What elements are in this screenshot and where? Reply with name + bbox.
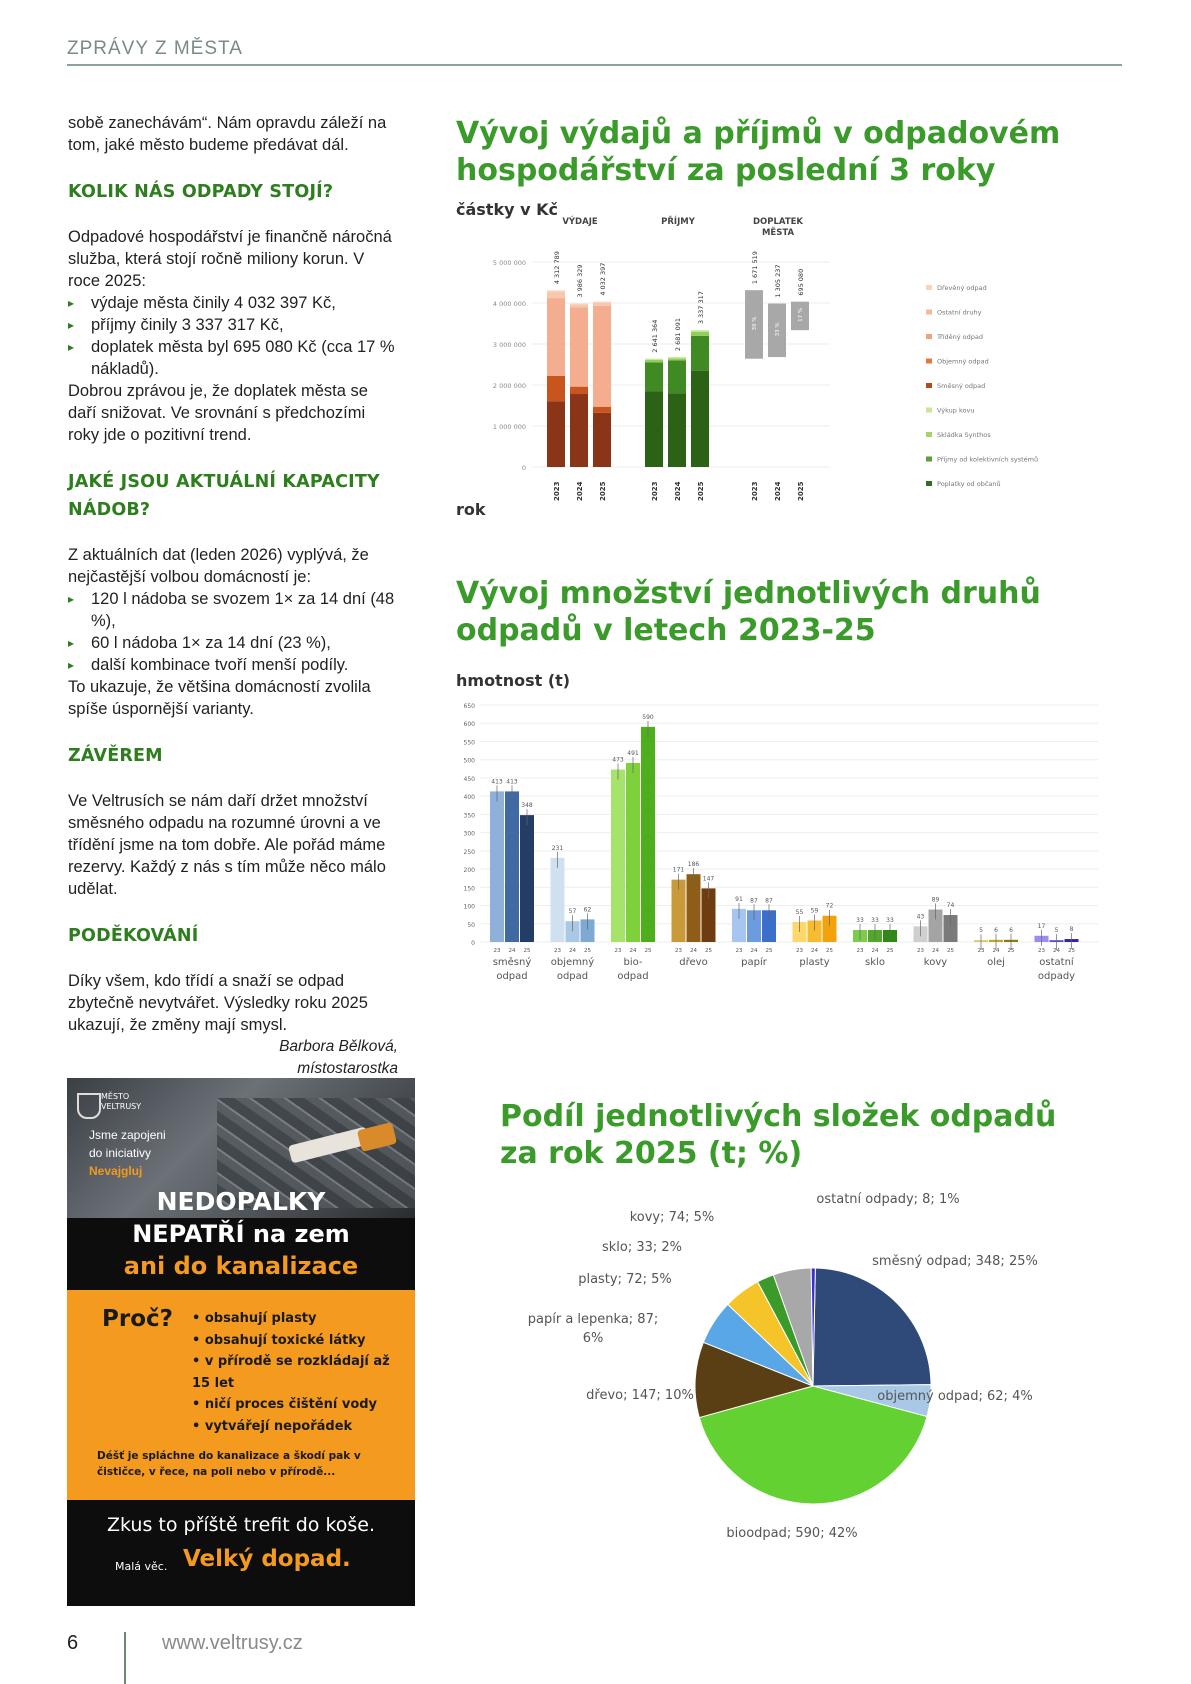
chart1-expense-segment bbox=[547, 401, 565, 467]
chart1-income-segment bbox=[645, 362, 663, 391]
chart1-legend-label: Objemný odpad bbox=[937, 357, 989, 366]
chart2-bar bbox=[626, 763, 640, 942]
chart2-value-label: 91 bbox=[735, 895, 743, 903]
list-capacity bbox=[68, 588, 398, 676]
chart2-value-label: 33 bbox=[886, 916, 894, 924]
chart1-legend-label: Ostatní druhy bbox=[937, 308, 982, 317]
chart2-category-label: kovy bbox=[923, 957, 948, 968]
poster-brand: Nevajgluj bbox=[89, 1164, 143, 1178]
city-crest-icon bbox=[77, 1093, 101, 1119]
chart2-ytick: 550 bbox=[463, 739, 475, 747]
footer-divider bbox=[124, 1632, 126, 1684]
author-name: Barbora Bělková, bbox=[279, 1038, 398, 1055]
chart1-xtick: 2025 bbox=[797, 481, 805, 501]
chart2-value-label: 87 bbox=[765, 897, 773, 905]
chart2-title: Vývoj množství jednotlivých druhů odpadů v letech 2023-25 bbox=[456, 576, 1041, 648]
chart2-ytick: 400 bbox=[463, 794, 475, 802]
chart3-title: Podíl jednotlivých složek odpadů za rok 2025 (t; %) bbox=[500, 1099, 1057, 1171]
chart2-subtick: 24 bbox=[1053, 948, 1060, 954]
chart1-total-label: 1 305 237 bbox=[774, 264, 782, 298]
chart1-income-segment bbox=[668, 358, 686, 360]
chart3-slice-label: bioodpad; 590; 42% bbox=[726, 1526, 858, 1541]
chart2-subtick: 23 bbox=[856, 948, 864, 954]
chart2-subtick: 23 bbox=[977, 948, 985, 954]
chart2-subtick: 24 bbox=[508, 948, 516, 954]
chart1-income-segment bbox=[691, 336, 709, 371]
chart3-slice-label: dřevo; 147; 10% bbox=[586, 1388, 694, 1403]
chart2-subtick: 24 bbox=[871, 948, 879, 954]
chart2-subtick: 23 bbox=[796, 948, 803, 954]
poster-reason: • vytvářejí nepořádek bbox=[192, 1418, 353, 1434]
chart1-legend-swatch bbox=[926, 408, 932, 413]
chart1-expense-segment bbox=[593, 302, 611, 303]
chart1-ytick: 2 000 000 bbox=[492, 382, 526, 390]
chart1-pct-label: 33 % bbox=[775, 322, 781, 337]
chart1-group-label: VÝDAJE bbox=[562, 217, 598, 227]
heading-thanks: PODĚKOVÁNÍ bbox=[68, 926, 199, 946]
chart2-ytick: 50 bbox=[467, 921, 475, 929]
chart1-total-label: 3 986 329 bbox=[576, 264, 584, 298]
chart1-expense-segment bbox=[547, 290, 565, 291]
chart2-category-label: bio- bbox=[623, 957, 643, 968]
chart2-subtick: 24 bbox=[569, 948, 576, 954]
chart2-value-label: 5 bbox=[979, 927, 983, 935]
chart3-slice-label: 6% bbox=[582, 1331, 604, 1346]
poster-title2: NEPATŘÍ na zem bbox=[132, 1220, 350, 1248]
list-costs bbox=[68, 292, 398, 380]
chart2-value-label: 33 bbox=[871, 916, 879, 924]
chart2-value-label: 231 bbox=[551, 844, 564, 852]
page-number: 6 bbox=[67, 1632, 79, 1654]
chart1-expense-segment bbox=[593, 407, 611, 413]
chart1-pct-label: 17 % bbox=[798, 307, 804, 322]
chart3-slice bbox=[813, 1268, 931, 1386]
chart1-legend-label: Příjmy od kolektivních systémů bbox=[937, 455, 1039, 464]
chart2-value-label: 171 bbox=[672, 866, 685, 874]
chart1-income-segment bbox=[668, 393, 686, 467]
paragraph-trend: Dobrou zprávou je, že doplatek města se daří snižovat. Ve srovnání s předchozími roky jde o pozitivní trend. bbox=[68, 382, 368, 444]
chart2-ytick: 100 bbox=[463, 903, 475, 911]
intro-paragraph: sobě zanechávám“. Nám opravdu záleží na tom, jaké město budeme předávat dál. bbox=[68, 114, 387, 154]
chart2-bar bbox=[505, 791, 519, 942]
list-item: ▸ příjmy činily 3 337 317 Kč, bbox=[68, 314, 398, 336]
chart1-total-label: 2 641 364 bbox=[651, 319, 659, 353]
chart1-legend-label: Skládka Synthos bbox=[937, 431, 991, 439]
chart1-legend-swatch bbox=[926, 310, 932, 315]
chart1-legend-swatch bbox=[926, 457, 932, 462]
chart2-category-label: olej bbox=[987, 957, 1005, 968]
chart1-income-segment bbox=[691, 332, 709, 336]
poster-slogan: Zkus to příště trefit do koše. bbox=[106, 1514, 376, 1536]
chart2-ylabel: hmotnost (t) bbox=[456, 671, 571, 690]
chart3-slice-label: ostatní odpady; 8; 1% bbox=[816, 1192, 960, 1207]
chart1-ytick: 0 bbox=[521, 464, 526, 472]
chart1-group-label: MĚSTA bbox=[761, 228, 795, 238]
poster-reasons bbox=[192, 1308, 407, 1437]
chart2-subtick: 23 bbox=[735, 948, 743, 954]
chart3-slice-label: kovy; 74; 5% bbox=[629, 1210, 715, 1225]
chart1-expense-segment bbox=[593, 413, 611, 467]
chart1-legend-label: Výkup kovu bbox=[937, 406, 975, 415]
article-column bbox=[68, 112, 398, 1080]
chart2-category-label: dřevo bbox=[679, 957, 708, 968]
chart2-value-label: 348 bbox=[521, 802, 533, 810]
poster-reason: • v přírodě se rozkládají až 15 let bbox=[192, 1354, 390, 1391]
poster-line2: do iniciativy bbox=[89, 1146, 152, 1160]
chart2-value-label: 57 bbox=[568, 908, 577, 916]
chart2-subtick: 23 bbox=[493, 948, 501, 954]
chart1-xtick: 2023 bbox=[651, 481, 659, 501]
chart2-value-label: 17 bbox=[1037, 922, 1046, 930]
chart1-total-label: 4 032 397 bbox=[599, 262, 607, 296]
chart2-value-label: 590 bbox=[642, 713, 654, 721]
author-role: místostarostka bbox=[297, 1060, 398, 1077]
chart1-expense-segment bbox=[547, 292, 565, 299]
chart1-expense-segment bbox=[593, 302, 611, 306]
chart2-value-label: 87 bbox=[750, 897, 758, 905]
chart2-subtick: 23 bbox=[614, 948, 622, 954]
chart1-xtick: 2025 bbox=[599, 481, 607, 501]
chart2-subtick: 25 bbox=[644, 948, 652, 954]
chart1-pct-label: 39 % bbox=[752, 316, 758, 331]
chart1-income-segment bbox=[691, 371, 709, 467]
header-divider bbox=[67, 64, 1122, 66]
chart2-category-label: odpad bbox=[556, 971, 589, 982]
chart1-legend-swatch bbox=[926, 383, 932, 388]
chart2-subtick: 23 bbox=[1038, 948, 1045, 954]
chart1-income-segment bbox=[645, 359, 663, 360]
chart2-value-label: 89 bbox=[931, 896, 940, 904]
chart1-expense-segment bbox=[570, 308, 588, 387]
chart2-bar bbox=[551, 858, 565, 942]
chart3-slice-label: objemný odpad; 62; 4% bbox=[877, 1389, 1033, 1404]
paragraph-households: To ukazuje, že většina domácností zvolila spíše úspornější varianty. bbox=[68, 678, 371, 718]
section-header: ZPRÁVY Z MĚSTA bbox=[67, 38, 243, 59]
chart1-legend-label: Dřevěný odpad bbox=[937, 284, 987, 292]
chart2-value-label: 413 bbox=[506, 778, 518, 786]
chart1-xtick: 2024 bbox=[674, 481, 682, 501]
poster-note: Déšť je spláchne do kanalizace a škodí pak v čističce, v řece, na poli nebo v přírodě... bbox=[97, 1450, 361, 1478]
paragraph-capacity: Z aktuálních dat (leden 2026) vyplývá, že nejčastější volbou domácností je: bbox=[68, 546, 369, 586]
heading-conclusion: ZÁVĚREM bbox=[68, 746, 163, 766]
chart1-ytick: 4 000 000 bbox=[492, 300, 526, 308]
chart2-category-label: ostatní bbox=[1039, 957, 1074, 968]
chart2-ytick: 150 bbox=[463, 885, 475, 893]
chart2-ytick: 300 bbox=[463, 830, 475, 838]
chart2-category-label: sklo bbox=[865, 957, 885, 968]
poster-title3: ani do kanalizace bbox=[123, 1252, 359, 1280]
chart1-legend-label: Tříděný odpad bbox=[937, 333, 983, 341]
chart1-xtick: 2023 bbox=[553, 481, 561, 501]
chart1-expense-segment bbox=[547, 298, 565, 376]
list-item: ▸ další kombinace tvoří menší podíly. bbox=[68, 654, 398, 676]
chart1-ytick: 3 000 000 bbox=[492, 341, 526, 349]
paragraph-thanks: Díky všem, kdo třídí a snaží se odpad zbytečně nevytvářet. Výsledky roku 2025 ukazují, že změny mají smysl. bbox=[68, 972, 368, 1034]
chart1-ytick: 1 000 000 bbox=[492, 423, 526, 431]
chart1-total-label: 2 681 091 bbox=[674, 317, 682, 352]
chart1-expense-segment bbox=[593, 306, 611, 407]
chart2-subtick: 25 bbox=[705, 948, 712, 954]
chart1-total-label: 695 080 bbox=[797, 268, 805, 296]
chart1-ytick: 5 000 000 bbox=[492, 259, 526, 267]
poster-small: Malá věc. bbox=[115, 1560, 168, 1573]
chart2-bar bbox=[641, 727, 655, 942]
chart1-expense-segment bbox=[570, 387, 588, 394]
chart3-slice-label: papír a lepenka; 87; bbox=[527, 1312, 659, 1327]
chart1-expense-segment bbox=[570, 304, 588, 307]
chart2-subtick: 25 bbox=[584, 948, 591, 954]
poster-reason: • obsahují toxické látky bbox=[192, 1332, 366, 1348]
nevajgluj-poster bbox=[67, 1078, 415, 1606]
chart1-total-label: 4 312 789 bbox=[553, 251, 561, 285]
chart2-value-label: 74 bbox=[946, 902, 955, 910]
chart2-subtick: 25 bbox=[765, 948, 773, 954]
chart2-value-label: 186 bbox=[687, 861, 700, 869]
poster-big: Velký dopad. bbox=[183, 1546, 351, 1572]
poster-why: Proč? bbox=[102, 1306, 173, 1332]
chart2-subtick: 24 bbox=[690, 948, 697, 954]
chart2-category-label: plasty bbox=[799, 957, 830, 968]
chart1-legend-swatch bbox=[926, 432, 932, 437]
chart2-category-label: odpad bbox=[496, 971, 528, 982]
chart1-expense-segment bbox=[570, 304, 588, 305]
chart2-value-label: 5 bbox=[1054, 927, 1059, 935]
chart2-value-label: 147 bbox=[702, 875, 715, 883]
chart2-subtick: 25 bbox=[1068, 948, 1075, 954]
chart1-legend-swatch bbox=[926, 334, 932, 339]
list-item: ▸ doplatek města byl 695 080 Kč (cca 17 % nákladů). bbox=[68, 336, 398, 380]
chart2-ytick: 500 bbox=[463, 757, 475, 765]
chart2-subtick: 23 bbox=[917, 948, 924, 954]
chart1-finance bbox=[490, 210, 1110, 530]
chart2-value-label: 55 bbox=[795, 908, 804, 916]
chart2-bar bbox=[520, 815, 534, 942]
chart3-slice-label: sklo; 33; 2% bbox=[601, 1240, 683, 1255]
chart2-category-label: papír bbox=[741, 957, 767, 968]
chart2-category-label: odpad bbox=[617, 971, 649, 982]
chart1-legend-swatch bbox=[926, 481, 932, 486]
heading-capacity: JAKÉ JSOU AKTUÁLNÍ KAPACITY NÁDOB? bbox=[68, 472, 380, 520]
paragraph-costs: Odpadové hospodářství je finančně náročná služba, která stojí ročně miliony korun. V roce 2025: bbox=[68, 228, 392, 290]
chart1-expense-segment bbox=[570, 394, 588, 467]
chart2-value-label: 8 bbox=[1069, 926, 1074, 934]
chart3-pie bbox=[500, 1185, 1120, 1565]
footer-url[interactable]: www.veltrusy.cz bbox=[162, 1632, 303, 1654]
chart2-subtick: 24 bbox=[932, 948, 939, 954]
chart2-subtick: 24 bbox=[811, 948, 818, 954]
chart1-legend-label: Směsný odpad bbox=[937, 382, 986, 390]
poster-reason: • ničí proces čištění vody bbox=[192, 1397, 378, 1412]
chart2-value-label: 473 bbox=[612, 756, 624, 764]
chart3-slice-label: plasty; 72; 5% bbox=[578, 1272, 672, 1287]
chart1-income-segment bbox=[668, 357, 686, 358]
chart2-ytick: 250 bbox=[463, 848, 475, 856]
chart2-subtick: 23 bbox=[554, 948, 561, 954]
chart1-expense-segment bbox=[547, 376, 565, 401]
chart2-value-label: 59 bbox=[810, 907, 819, 915]
chart2-value-label: 43 bbox=[916, 913, 925, 921]
chart1-xtick: 2025 bbox=[697, 481, 705, 501]
chart1-legend-swatch bbox=[926, 359, 932, 364]
chart2-value-label: 72 bbox=[825, 902, 834, 910]
chart1-xlabel: rok bbox=[456, 500, 486, 519]
chart2-subtick: 25 bbox=[1007, 948, 1015, 954]
chart1-xtick: 2024 bbox=[576, 481, 584, 501]
list-item: ▸ 60 l nádoba 1× za 14 dní (23 %), bbox=[68, 632, 398, 654]
chart2-ytick: 350 bbox=[463, 812, 475, 820]
chart2-subtick: 23 bbox=[675, 948, 682, 954]
chart1-xtick: 2024 bbox=[774, 481, 782, 501]
chart2-subtick: 25 bbox=[826, 948, 833, 954]
chart2-bar bbox=[611, 770, 625, 942]
chart2-value-label: 491 bbox=[627, 749, 639, 757]
chart2-value-label: 6 bbox=[1009, 926, 1013, 934]
chart1-xtick: 2023 bbox=[751, 481, 759, 501]
chart2-ytick: 200 bbox=[463, 867, 475, 875]
heading-costs: KOLIK NÁS ODPADY STOJÍ? bbox=[68, 182, 334, 202]
chart2-value-label: 413 bbox=[491, 778, 503, 786]
chart2-ytick: 450 bbox=[463, 775, 475, 783]
chart2-subtick: 25 bbox=[523, 948, 531, 954]
chart1-total-label: 1 671 519 bbox=[751, 251, 759, 285]
chart1-title: Vývoj výdajů a příjmů v odpadovém hospodářství za poslední 3 roky bbox=[456, 116, 1061, 188]
list-item: ▸ 120 l nádoba se svozem 1× za 14 dní (48 %), bbox=[68, 588, 398, 632]
chart2-ytick: 600 bbox=[463, 721, 475, 729]
chart1-legend-swatch bbox=[926, 285, 932, 290]
chart1-ylabel: částky v Kč bbox=[456, 200, 558, 219]
chart2-ytick: 0 bbox=[471, 940, 475, 947]
chart2-subtick: 25 bbox=[947, 948, 954, 954]
chart2-value-label: 33 bbox=[856, 916, 864, 924]
chart1-group-label: DOPLATEK bbox=[752, 217, 804, 227]
chart2-value-label: 6 bbox=[994, 926, 998, 934]
chart2-subtick: 24 bbox=[629, 948, 637, 954]
chart3-slice-label: směsný odpad; 348; 25% bbox=[872, 1254, 1038, 1269]
chart1-income-segment bbox=[645, 391, 663, 467]
chart2-subtick: 24 bbox=[992, 948, 1000, 954]
poster-title1: NEDOPALKY bbox=[156, 1187, 326, 1216]
chart1-income-segment bbox=[645, 360, 663, 362]
chart2-category-label: odpady bbox=[1037, 971, 1076, 982]
chart2-subtick: 25 bbox=[886, 948, 894, 954]
chart2-value-label: 62 bbox=[583, 906, 592, 914]
chart2-subtick: 24 bbox=[750, 948, 758, 954]
chart2-ytick: 650 bbox=[463, 703, 475, 710]
chart2-bar bbox=[687, 874, 701, 942]
list-item: ▸ výdaje města činily 4 032 397 Kč, bbox=[68, 292, 398, 314]
chart1-income-segment bbox=[691, 330, 709, 332]
chart1-income-segment bbox=[668, 360, 686, 393]
poster-logo: MĚSTO VELTRUSY bbox=[101, 1092, 142, 1111]
paragraph-conclusion: Ve Veltrusích se nám daří držet množství směsného odpadu na rozumné úrovni a ve třídění jsme na tom dobře. Ale pořád máme rezervy. Každý z nás s tím může něco málo udělat. bbox=[68, 792, 386, 898]
chart2-waste-volume bbox=[450, 700, 1100, 995]
chart1-group-label: PŘÍJMY bbox=[661, 217, 695, 227]
poster-reason: • obsahují plasty bbox=[192, 1311, 317, 1326]
chart1-legend-label: Poplatky od občanů bbox=[937, 480, 1001, 488]
poster-line1: Jsme zapojeni bbox=[89, 1128, 166, 1142]
chart2-bar bbox=[490, 791, 504, 942]
chart2-category-label: objemný bbox=[550, 957, 595, 968]
chart2-category-label: směsný bbox=[492, 957, 532, 968]
chart1-total-label: 3 337 317 bbox=[697, 291, 705, 325]
